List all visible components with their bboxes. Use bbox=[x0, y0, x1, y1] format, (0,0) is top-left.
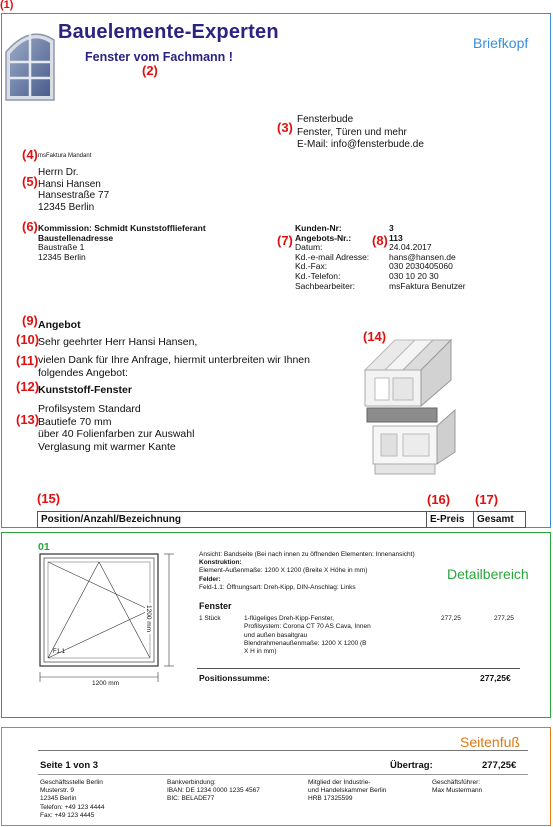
marker-14: (14) bbox=[363, 329, 387, 344]
col-header-position: Position/Anzahl/Bezeichnung bbox=[38, 512, 427, 528]
field-desc: Feld-1.1: Öffnungsart: Dreh-Kipp, DIN-Anschlag: Links bbox=[199, 583, 356, 591]
sender-email: E-Mail: info@fensterbude.de bbox=[297, 139, 424, 150]
window-drawing bbox=[30, 552, 190, 692]
info-value: 3 bbox=[389, 223, 394, 233]
marker-3: (3) bbox=[277, 120, 293, 135]
intro-line: vielen Dank für Ihre Anfrage, hiermit unterbreiten wir Ihnen bbox=[38, 354, 310, 366]
info-key: Kd.-Fax: bbox=[295, 261, 328, 272]
item-desc-line: Profilsystem: Corona CT 70 AS Cava, Innen bbox=[244, 623, 371, 631]
col-header-total: Gesamt bbox=[474, 512, 526, 528]
intro-line: folgendes Angebot: bbox=[38, 366, 128, 379]
salutation: Sehr geehrter Herr Hansi Hansen, bbox=[38, 336, 198, 348]
marker-6: (6) bbox=[22, 219, 38, 234]
marker-8: (8) bbox=[372, 233, 388, 248]
position-sum-rule bbox=[197, 668, 520, 669]
footer-line: Max Mustermann bbox=[432, 787, 483, 795]
commission-title: Kommission: Schmidt Kunststofflieferant bbox=[38, 223, 206, 233]
footer-col-registry bbox=[308, 779, 386, 804]
window-logo-icon bbox=[2, 22, 58, 104]
info-value: msFaktura Benutzer bbox=[389, 280, 466, 291]
view-note: Ansicht: Bandseite (Bei nach innen zu öffnenden Elementen: Innenansicht) bbox=[199, 551, 415, 558]
footer-line: Musterstr. 9 bbox=[40, 787, 74, 795]
marker-4: (4) bbox=[22, 147, 38, 162]
info-value: 113 bbox=[389, 232, 403, 243]
marker-2: (2) bbox=[142, 63, 158, 78]
footer-line: IBAN: DE 1234 0000 1235 4567 bbox=[167, 787, 260, 795]
position-sum-value: 277,25€ bbox=[480, 673, 511, 683]
info-value: hans@hansen.de bbox=[389, 251, 456, 262]
info-key: Datum: bbox=[295, 242, 323, 253]
item-desc-line: 1-flügeliges Dreh-Kipp-Fenster, bbox=[244, 615, 334, 622]
feature-line: Verglasung mit warmer Kante bbox=[38, 440, 176, 453]
transfer-label: Übertrag: bbox=[390, 760, 433, 771]
marker-9: (9) bbox=[22, 313, 38, 328]
item-desc-line: Blendrahmenaußenmaße: 1200 X 1200 (B bbox=[244, 639, 367, 647]
marker-1: (1) bbox=[0, 0, 14, 11]
footer-line: Geschäftsstelle Berlin bbox=[40, 779, 103, 786]
footer-col-bank bbox=[167, 779, 260, 804]
element-dims: Element-Außenmaße: 1200 X 1200 (Breite X Höhe in mm) bbox=[199, 567, 368, 575]
item-qty: 1 Stück bbox=[199, 615, 221, 622]
info-value: 030 10 20 30 bbox=[389, 270, 439, 281]
item-title: Fenster bbox=[199, 601, 232, 611]
dim-width-label: 1200 mm bbox=[92, 680, 120, 687]
footer-line: HRB 17325599 bbox=[308, 795, 353, 803]
item-desc-line: X H in mm) bbox=[244, 648, 277, 656]
product-features bbox=[38, 403, 194, 453]
site-address-line: Baustraße 1 bbox=[38, 242, 85, 253]
mandant-label: msFaktura Mandant bbox=[38, 153, 92, 159]
marker-15: (15) bbox=[37, 491, 61, 506]
info-value: 030 2030405060 bbox=[389, 261, 453, 272]
slogan: Fenster vom Fachmann ! bbox=[85, 50, 233, 64]
detail-description bbox=[199, 551, 415, 592]
doc-type: Angebot bbox=[38, 319, 81, 331]
detail-section-label: Detailbereich bbox=[447, 566, 529, 582]
footer-line: Mitglied der Industrie- bbox=[308, 779, 371, 786]
sender-tagline: Fenster, Türen und mehr bbox=[297, 126, 407, 138]
feature-line: über 40 Folienfarben zur Auswahl bbox=[38, 428, 195, 440]
col-header-price: E-Preis bbox=[427, 512, 474, 528]
recipient-line: Hansi Hansen bbox=[38, 178, 101, 190]
item-description bbox=[244, 615, 371, 656]
footer-line: Fax: +49 123 4445 bbox=[40, 811, 95, 819]
position-number: 01 bbox=[38, 541, 50, 553]
info-value: 24.04.2017 bbox=[389, 242, 432, 253]
position-table-header bbox=[37, 511, 526, 528]
transfer-value: 277,25€ bbox=[482, 760, 517, 771]
recipient-line: Herrn Dr. bbox=[38, 167, 79, 178]
item-total: 277,25 bbox=[494, 615, 514, 622]
feature-line: Profilsystem Standard bbox=[38, 403, 141, 415]
footer-line: Bankverbindung: bbox=[167, 779, 216, 786]
commission-block bbox=[38, 224, 206, 262]
page-label: Seite 1 von 3 bbox=[40, 760, 99, 771]
footer-line: 12345 Berlin bbox=[40, 795, 77, 803]
sender-name: Fensterbude bbox=[297, 114, 354, 125]
footer-mid-rule bbox=[38, 774, 528, 775]
feature-line: Bautiefe 70 mm bbox=[38, 415, 112, 428]
marker-10: (10) bbox=[16, 332, 40, 347]
marker-16: (16) bbox=[427, 492, 451, 507]
footer-col-management bbox=[432, 779, 482, 795]
marker-13: (13) bbox=[16, 412, 40, 427]
footer-section-label: Seitenfuß bbox=[460, 734, 520, 750]
field-tag: F1.1 bbox=[53, 649, 66, 655]
marker-5: (5) bbox=[22, 174, 38, 189]
recipient-line: Hansestraße 77 bbox=[38, 190, 110, 201]
footer-line: Geschäftsführer: bbox=[432, 779, 481, 786]
info-key: Kd.-Telefon: bbox=[295, 270, 341, 281]
site-address-line: 12345 Berlin bbox=[38, 251, 86, 262]
company-name: Bauelemente-Experten bbox=[58, 21, 279, 43]
construction-title: Konstruktion: bbox=[199, 559, 242, 567]
recipient-address bbox=[38, 167, 109, 213]
position-sum-label: Positionssumme: bbox=[199, 673, 270, 683]
marker-12: (12) bbox=[16, 379, 40, 394]
info-key: Angebots-Nr.: bbox=[295, 232, 352, 243]
footer-line: Telefon: +49 123 4444 bbox=[40, 803, 105, 811]
marker-11: (11) bbox=[16, 353, 39, 368]
info-key: Sachbearbeiter: bbox=[295, 280, 356, 291]
info-key: Kd.-e-mail Adresse: bbox=[295, 251, 370, 262]
footer-line: und Handelskammer Berlin bbox=[308, 787, 387, 795]
footer-top-rule bbox=[38, 750, 528, 751]
recipient-line: 12345 Berlin bbox=[38, 201, 95, 213]
fields-title: Felder: bbox=[199, 575, 221, 583]
marker-7: (7) bbox=[277, 233, 293, 248]
product-title: Kunststoff-Fenster bbox=[38, 384, 132, 396]
item-price: 277,25 bbox=[441, 615, 461, 622]
dim-height-label: 1200 mm bbox=[145, 605, 152, 633]
intro-text bbox=[38, 354, 310, 379]
site-address-title: Baustellenadresse bbox=[38, 232, 114, 243]
info-key: Kunden-Nr: bbox=[295, 223, 342, 233]
footer-line: BIC: BELADE77 bbox=[167, 795, 215, 803]
sender-block bbox=[297, 114, 424, 152]
item-desc-line: und außen basaltgrau bbox=[244, 631, 308, 639]
footer-col-office bbox=[40, 779, 105, 820]
marker-17: (17) bbox=[475, 492, 499, 507]
header-section-label: Briefkopf bbox=[473, 35, 529, 51]
window-profile-image bbox=[355, 330, 467, 480]
info-row-clerk bbox=[295, 282, 466, 292]
